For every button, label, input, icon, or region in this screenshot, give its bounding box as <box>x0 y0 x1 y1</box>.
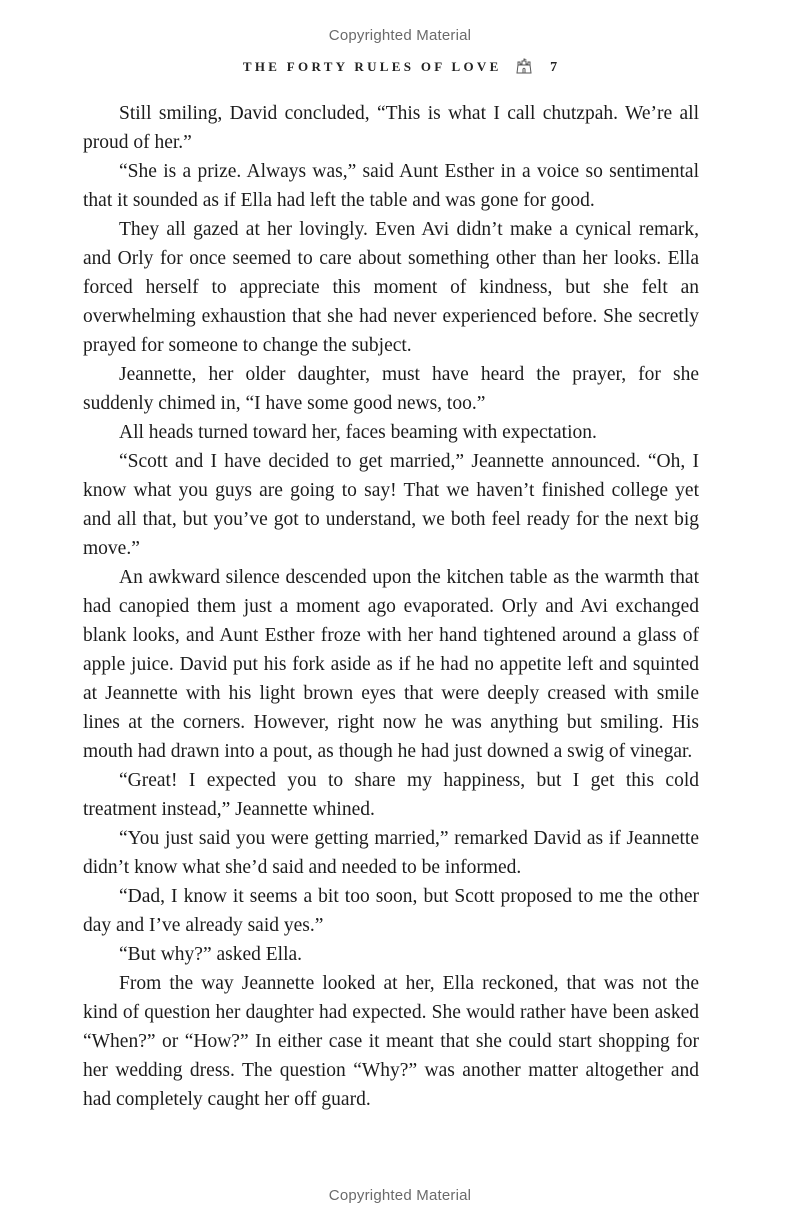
paragraph: “She is a prize. Always was,” said Aunt Esther in a voice so sentimental that it sounded as if Ella had left the table and was gone for good. <box>83 161 699 211</box>
castle-ornament-icon <box>515 57 533 79</box>
page-number: 7 <box>550 60 558 75</box>
paragraph: Still smiling, David concluded, “This is what I call chutzpah. We’re all proud of her.” <box>83 103 699 153</box>
paragraph: From the way Jeannette looked at her, Ella reckoned, that was not the kind of question her daughter had expected. She would rather have been asked “When?” or “How?” In either case it meant that she could start shopping for her wedding dress. The question “Why?” was another matter altogether and had completely caught her off guard. <box>83 973 699 1110</box>
paragraph: “Dad, I know it seems a bit too soon, but Scott proposed to me the other day and I’ve already said yes.” <box>83 886 699 936</box>
paragraph: “But why?” asked Ella. <box>119 944 303 965</box>
body-text <box>83 99 699 1114</box>
copyright-watermark-bottom: Copyrighted Material <box>328 1187 472 1204</box>
paragraph: “You just said you were getting married,” remarked David as if Jeannette didn’t know what she’d said and needed to be informed. <box>83 828 699 878</box>
paragraph: Jeannette, her older daughter, must have heard the prayer, for she suddenly chimed in, “I have some good news, too.” <box>83 364 699 414</box>
book-title: THE FORTY RULES OF LOVE <box>242 59 502 74</box>
paragraph: They all gazed at her lovingly. Even Avi didn’t make a cynical remark, and Orly for once seemed to care about something other than her looks. Ella forced herself to appreciate this moment of kindness, but she felt an overwhelming exhaustion that she had never experienced before. She secretly prayed for someone to change the subject. <box>83 219 699 356</box>
running-head <box>0 57 800 79</box>
paragraph: “Great! I expected you to share my happiness, but I get this cold treatment instead,” Jeannette whined. <box>83 770 699 820</box>
copyright-watermark-top: Copyrighted Material <box>328 27 472 44</box>
paragraph: An awkward silence descended upon the kitchen table as the warmth that had canopied them just a moment ago evaporated. Orly and Avi exchanged blank looks, and Aunt Esther froze with her hand tightened around a glass of apple juice. David put his fork aside as if he had no appetite left and squinted at Jeannette with his light brown eyes that were deeply creased with smile lines at the corners. However, right now he was anything but smiling. His mouth had drawn into a pout, as though he had just downed a swig of vinegar. <box>83 567 699 762</box>
paragraph: All heads turned toward her, faces beaming with expectation. <box>119 422 597 443</box>
paragraph: “Scott and I have decided to get married,” Jeannette announced. “Oh, I know what you guys are going to say! That we haven’t finished college yet and all that, but you’ve got to understand, we both feel ready for the next big move.” <box>83 451 699 559</box>
